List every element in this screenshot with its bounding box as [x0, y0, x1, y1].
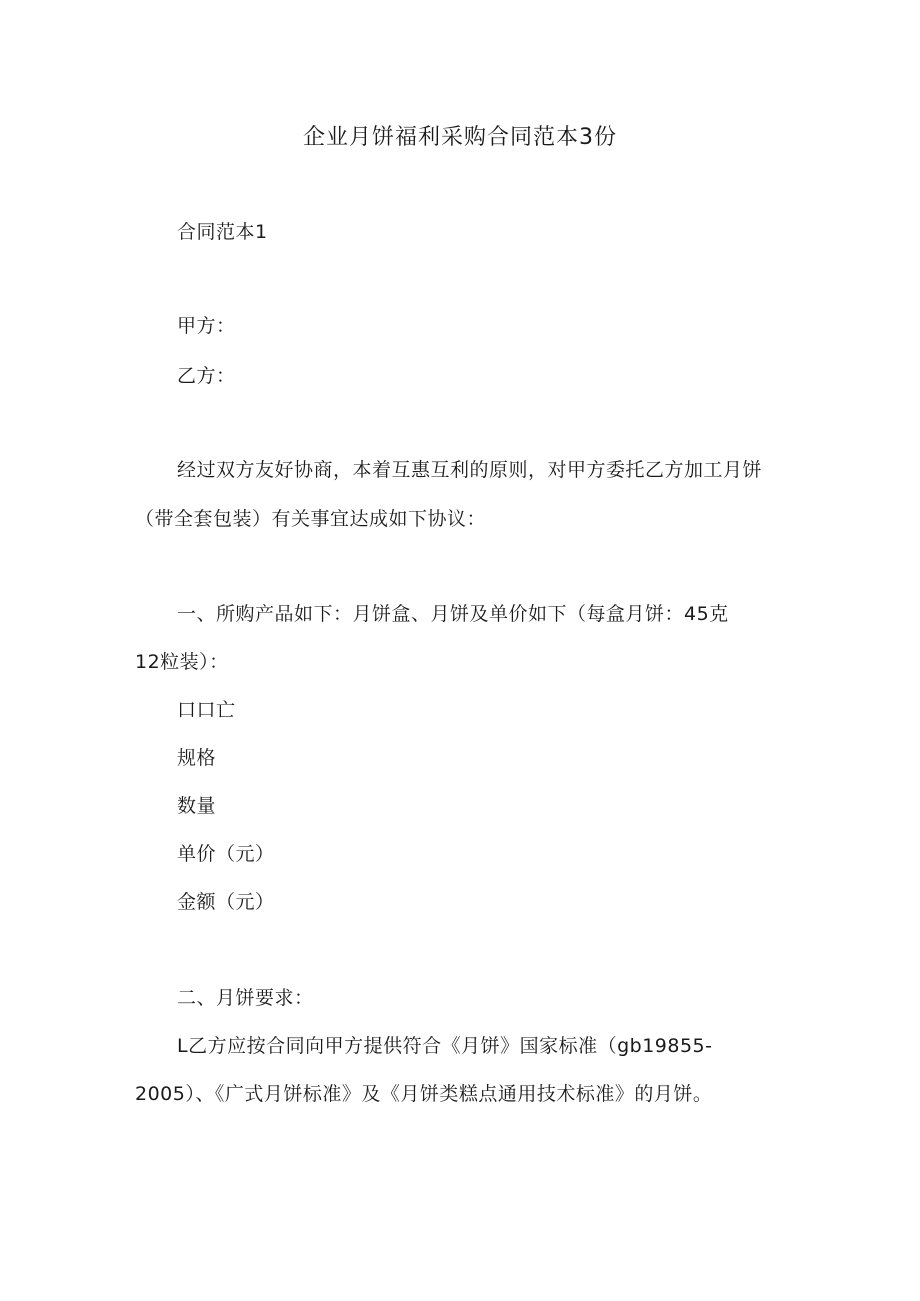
- document-title: 企业月饼福利采购合同范本3份: [303, 125, 617, 150]
- intro-paragraph-line-2: （带全套包装）有关事宜达成如下协议：: [135, 508, 487, 530]
- section-1-line-1: 一、所购产品如下：月饼盒、月饼及单价如下（每盒月饼：45克: [177, 603, 729, 625]
- section-2-item-1-line-2: 2005）、《广式月饼标准》及《月饼类糕点通用技术标准》的月饼。: [135, 1083, 713, 1105]
- product-table-header-spec: 规格: [177, 747, 217, 769]
- product-table-header-unit-price: 单价（元）: [177, 843, 275, 865]
- intro-paragraph-line-1: 经过双方友好协商，本着互惠互利的原则，对甲方委托乙方加工月饼: [177, 459, 763, 481]
- sample-heading: 合同范本1: [177, 221, 268, 243]
- party-b-label: 乙方：: [177, 365, 236, 387]
- section-2-item-1-line-1: L乙方应按合同向甲方提供符合《月饼》国家标准（gb19855-: [177, 1035, 713, 1057]
- party-a-label: 甲方：: [177, 315, 236, 337]
- section-2-heading: 二、月饼要求：: [177, 987, 314, 1009]
- product-table-header-quantity: 数量: [177, 795, 217, 817]
- product-table-header-amount: 金额（元）: [177, 891, 275, 913]
- section-1-line-2: 12粒装）：: [135, 651, 229, 673]
- product-table-header-name: 口口亡: [177, 699, 236, 721]
